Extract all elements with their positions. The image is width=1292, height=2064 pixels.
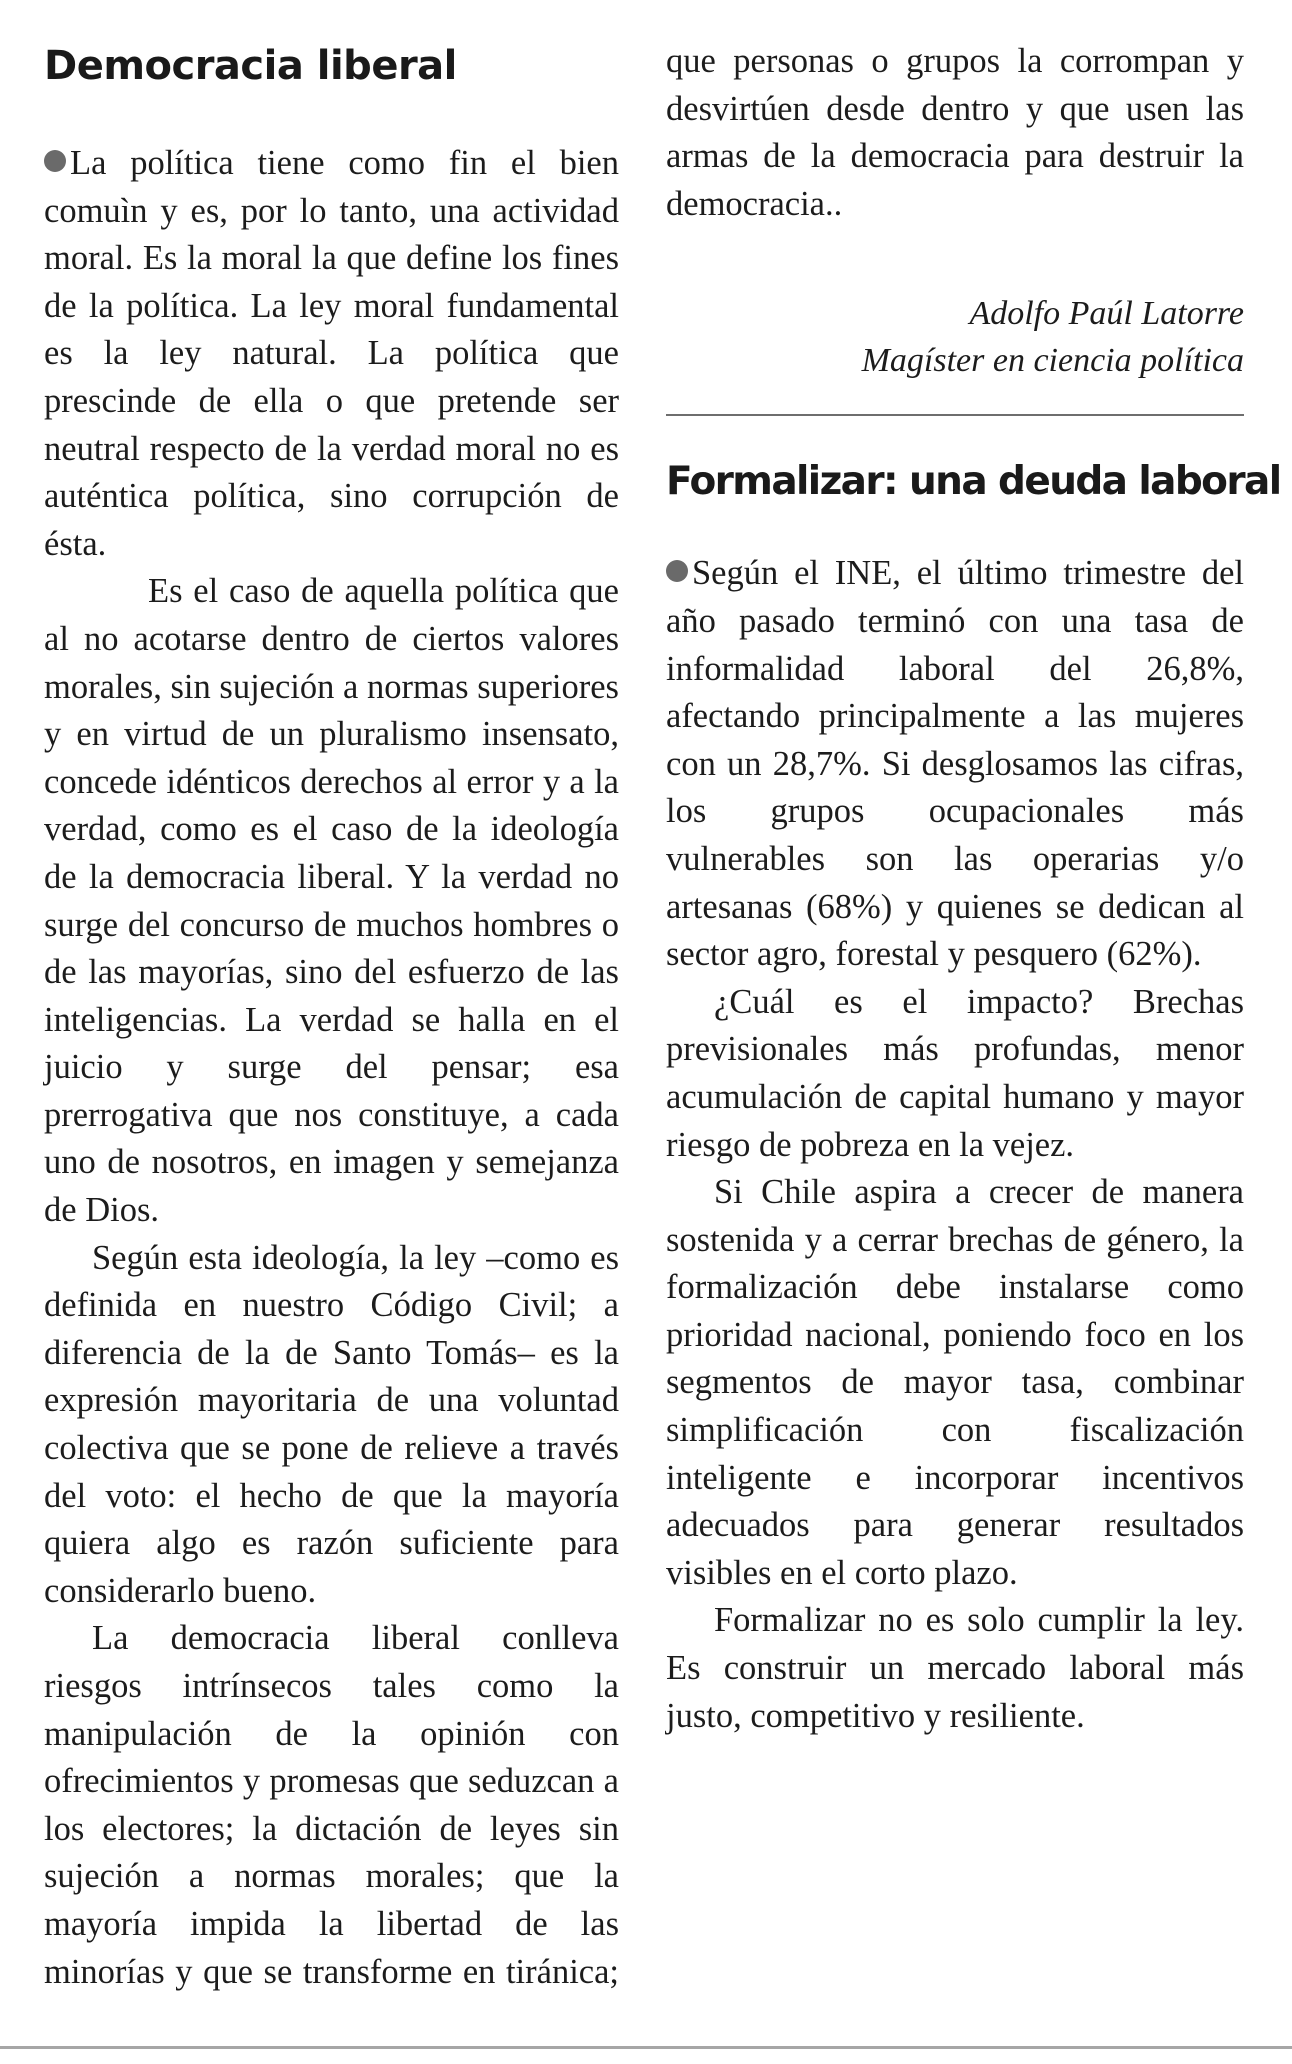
bullet-icon [44,150,66,172]
bullet-icon [666,560,688,582]
article1-paragraph-4-continued: que personas o grupos la corrompan y desvirtúen desde dentro y que usen las armas de la democracia para destruir la democracia.. [666,42,1244,223]
page-bottom-rule [0,2046,1292,2049]
article2-paragraph-2: ¿Cuál es el impacto? Brechas previsionales más profundas, menor acumulación de capital humano y mayor riesgo de pobreza en la vejez. [666,982,1244,1164]
article1-paragraph-3: Según esta ideología, la ley –como es definida en nuestro Código Civil; a diferencia de la de Santo Tomás– es la expresión mayoritaria de una voluntad colectiva que se pone de relieve a través del voto: el hecho de que la mayoría quiera algo es razón suficiente para considerarlo bueno. [44,1238,619,1610]
article2-title: Formalizar: una deuda laboral [666,459,1281,505]
article1-paragraph-4: La democracia liberal conlleva riesgos intrínsecos tales como la manipulación de la opinión con ofrecimientos y promesas que seduzcan a los electores; la dictación de leyes sin sujeción a normas morales; que la mayoría impida la libertad de las minorías y que se transforme en tiránica; [44,1619,619,1991]
article1-author-title: Magíster en ciencia política [861,342,1244,380]
article2-body [666,550,1244,1740]
article2-paragraph-1: Según el INE, el último trimestre del año pasado terminó con una tasa de informalidad laboral del 26,8%, afectando principalmente a las mujeres con un 28,7%. Si desglosamos las cifras, los grupos ocupacionales más vulnerables son las operarias y/o artesanas (68%) y quienes se dedican al sector agro, forestal y pesquero (62%). [666,554,1244,974]
article2-paragraph-3: Si Chile aspira a crecer de manera sostenida y a cerrar brechas de género, la formalización debe instalarse como prioridad nacional, poniendo foco en los segmentos de mayor tasa, combinar simplificación con fiscalización inteligente e incorporar incentivos adecuados para generar resultados visibles en el corto plazo. [666,1173,1244,1592]
article1-paragraph-2: Es el caso de aquella política que al no acotarse dentro de ciertos valores morales, sin sujeción a normas superiores y en virtud de un pluralismo insensato, concede idénticos derechos al error y a la verdad, como es el caso de la ideología de la democracia liberal. Y la verdad no surge del concurso de muchos hombres o de las mayorías, sino del esfuerzo de las inteligencias. La verdad se halla en el juicio y surge del pensar; esa prerrogativa que nos constituye, a cada uno de nosotros, en imagen y semejanza de Dios. [44,572,619,1230]
article2-paragraph-4: Formalizar no es solo cumplir la ley. Es construir un mercado laboral más justo, competitivo y resiliente. [666,1601,1244,1735]
article1-body-part1 [44,140,619,1996]
article1-title: Democracia liberal [44,43,457,89]
left-column [44,38,619,1996]
article1-author: Adolfo Paúl Latorre [969,295,1244,333]
article1-paragraph-1: La política tiene como fin el bien comuìn y es, por lo tanto, una actividad moral. Es la moral la que define los fines de la política. La ley moral fundamental es la ley natural. La política que prescinde de ella o que pretende ser neutral respecto de la verdad moral no es auténtica política, sino corrupción de ésta. [44,144,619,563]
right-column [666,38,1281,1740]
article1-body-continuation [666,38,1244,228]
